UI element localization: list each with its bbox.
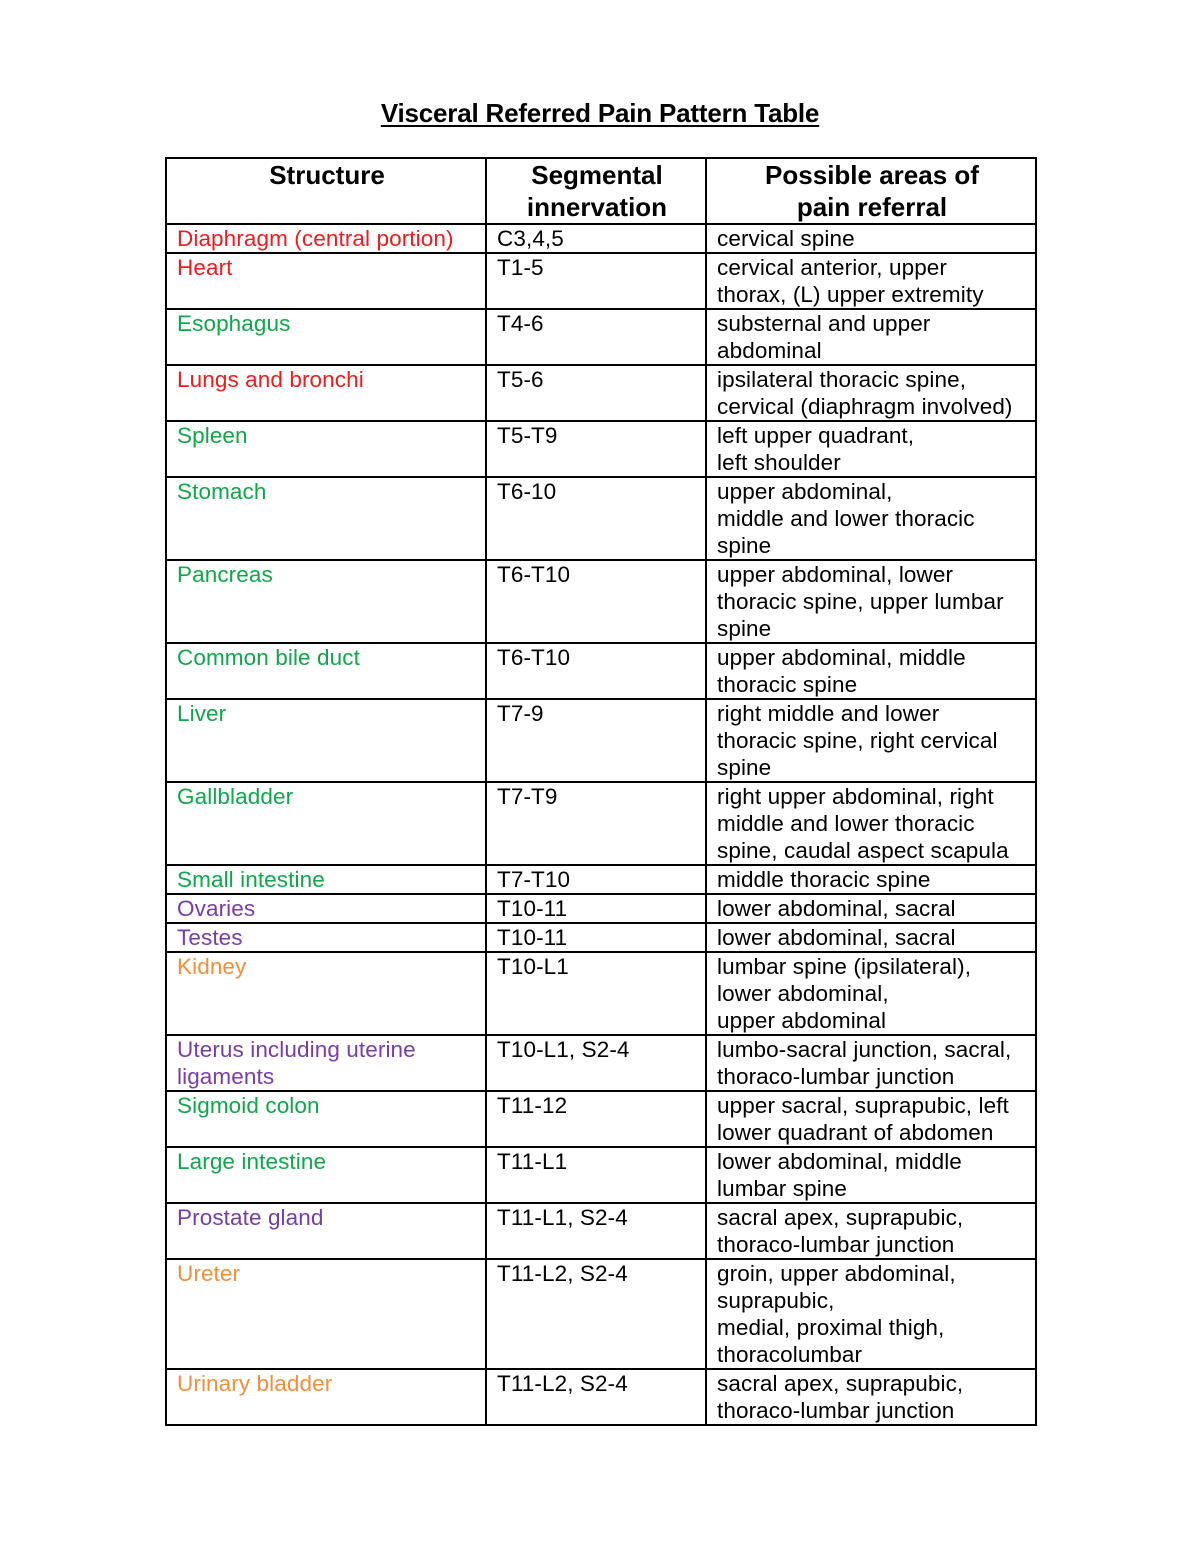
innervation-text: T1-5 [497, 255, 544, 280]
innervation-text: T11-L1 [497, 1149, 568, 1174]
referral-text: lower quadrant of abdomen [717, 1120, 994, 1145]
referral-text: suprapubic, [717, 1288, 835, 1313]
innervation-text: T5-6 [497, 367, 544, 392]
cell-innervation [486, 224, 706, 253]
referral-text: medial, proximal thigh, [717, 1315, 945, 1340]
structure-text: Common bile duct [177, 645, 360, 670]
referral-text: thoraco-lumbar junction [717, 1398, 955, 1423]
table-row [166, 1035, 1036, 1091]
referral-text: thoraco-lumbar junction [717, 1064, 955, 1089]
cell-pain-referral [706, 894, 1036, 923]
cell-structure [166, 560, 486, 643]
table-row [166, 1203, 1036, 1259]
cell-pain-referral [706, 224, 1036, 253]
structure-text: Spleen [177, 423, 248, 448]
cell-pain-referral [706, 1147, 1036, 1203]
cell-innervation [486, 865, 706, 894]
table-row [166, 782, 1036, 865]
innervation-text: T11-L1, S2-4 [497, 1205, 628, 1230]
cell-structure [166, 477, 486, 560]
referral-text: right middle and lower [717, 701, 940, 726]
cell-innervation [486, 560, 706, 643]
innervation-text: T7-9 [497, 701, 544, 726]
referral-text: lower abdominal, [717, 981, 889, 1006]
referral-text: thoracic spine, right cervical [717, 728, 998, 753]
innervation-text: T7-T10 [497, 867, 571, 892]
cell-innervation [486, 365, 706, 421]
cell-innervation [486, 1369, 706, 1425]
referral-text: spine [717, 533, 772, 558]
innervation-text: T10-11 [497, 925, 568, 950]
structure-text: ligaments [177, 1064, 275, 1089]
table-row [166, 477, 1036, 560]
cell-pain-referral [706, 253, 1036, 309]
structure-text: Small intestine [177, 867, 325, 892]
innervation-text: T11-L2, S2-4 [497, 1261, 628, 1286]
cell-structure [166, 253, 486, 309]
innervation-text: T4-6 [497, 311, 544, 336]
referral-text: lower abdominal, sacral [717, 925, 956, 950]
innervation-text: T11-12 [497, 1093, 568, 1118]
cell-structure [166, 865, 486, 894]
cell-structure [166, 1259, 486, 1369]
cell-innervation [486, 1203, 706, 1259]
structure-text: Diaphragm (central portion) [177, 226, 454, 251]
innervation-text: T10-L1, S2-4 [497, 1037, 630, 1062]
cell-structure [166, 923, 486, 952]
cell-innervation [486, 1259, 706, 1369]
cell-structure [166, 224, 486, 253]
table-row [166, 865, 1036, 894]
table-row [166, 365, 1036, 421]
cell-innervation [486, 1091, 706, 1147]
structure-text: Testes [177, 925, 243, 950]
innervation-text: T7-T9 [497, 784, 558, 809]
cell-pain-referral [706, 1369, 1036, 1425]
referral-text: thoraco-lumbar junction [717, 1232, 955, 1257]
structure-text: Prostate gland [177, 1205, 324, 1230]
table-row [166, 894, 1036, 923]
referral-text: lower abdominal, sacral [717, 896, 956, 921]
table-row [166, 560, 1036, 643]
innervation-text: T6-T10 [497, 645, 571, 670]
referral-text: cervical anterior, upper [717, 255, 948, 280]
cell-structure [166, 643, 486, 699]
structure-text: Kidney [177, 954, 247, 979]
cell-innervation [486, 699, 706, 782]
referral-text: lower abdominal, middle [717, 1149, 962, 1174]
structure-text: Esophagus [177, 311, 291, 336]
cell-pain-referral [706, 1203, 1036, 1259]
table-row [166, 224, 1036, 253]
referral-text: left shoulder [717, 450, 841, 475]
cell-innervation [486, 253, 706, 309]
header-structure: Structure [166, 158, 486, 224]
cell-innervation [486, 1147, 706, 1203]
referral-text: upper abdominal [717, 1008, 887, 1033]
referral-text: spine [717, 616, 772, 641]
referral-text: lumbar spine [717, 1176, 848, 1201]
cell-structure [166, 1203, 486, 1259]
cell-innervation [486, 923, 706, 952]
referral-text: spine [717, 755, 772, 780]
cell-innervation [486, 421, 706, 477]
table-row [166, 923, 1036, 952]
cell-structure [166, 952, 486, 1035]
referral-text: left upper quadrant, [717, 423, 915, 448]
structure-text: Stomach [177, 479, 267, 504]
cell-pain-referral [706, 477, 1036, 560]
referral-text: middle and lower thoracic [717, 811, 975, 836]
innervation-text: T10-L1 [497, 954, 569, 979]
structure-text: Lungs and bronchi [177, 367, 364, 392]
structure-text: Gallbladder [177, 784, 294, 809]
cell-structure [166, 421, 486, 477]
referral-text: abdominal [717, 338, 822, 363]
cell-pain-referral [706, 560, 1036, 643]
table-row [166, 643, 1036, 699]
table-row [166, 1259, 1036, 1369]
referral-text: thoracic spine [717, 672, 858, 697]
cell-structure [166, 894, 486, 923]
innervation-text: C3,4,5 [497, 226, 564, 251]
referral-text: spine, caudal aspect scapula [717, 838, 1009, 863]
innervation-text: T5-T9 [497, 423, 558, 448]
table-row [166, 1147, 1036, 1203]
structure-text: Heart [177, 255, 233, 280]
structure-text: Liver [177, 701, 227, 726]
referral-text: upper sacral, suprapubic, left [717, 1093, 1009, 1118]
cell-pain-referral [706, 421, 1036, 477]
cell-pain-referral [706, 643, 1036, 699]
structure-text: Sigmoid colon [177, 1093, 320, 1118]
structure-text: Pancreas [177, 562, 273, 587]
cell-innervation [486, 782, 706, 865]
innervation-text: T10-11 [497, 896, 568, 921]
referral-text: lumbar spine (ipsilateral), [717, 954, 972, 979]
cell-pain-referral [706, 1091, 1036, 1147]
structure-text: Large intestine [177, 1149, 327, 1174]
referral-text: upper abdominal, middle [717, 645, 966, 670]
cell-innervation [486, 894, 706, 923]
cell-innervation [486, 477, 706, 560]
cell-innervation [486, 952, 706, 1035]
cell-structure [166, 309, 486, 365]
referral-text: ipsilateral thoracic spine, [717, 367, 967, 392]
table-row [166, 1369, 1036, 1425]
cell-innervation [486, 309, 706, 365]
cell-pain-referral [706, 1259, 1036, 1369]
referral-text: upper abdominal, lower [717, 562, 954, 587]
cell-pain-referral [706, 1035, 1036, 1091]
cell-pain-referral [706, 952, 1036, 1035]
referral-text: upper abdominal, [717, 479, 893, 504]
cell-pain-referral [706, 865, 1036, 894]
cell-structure [166, 1091, 486, 1147]
table-row [166, 309, 1036, 365]
referral-text: sacral apex, suprapubic, [717, 1205, 964, 1230]
innervation-text: T11-L2, S2-4 [497, 1371, 628, 1396]
header-pain-referral: Possible areas of pain referral [706, 158, 1036, 224]
referral-text: cervical spine [717, 226, 855, 251]
cell-structure [166, 782, 486, 865]
structure-text: Ovaries [177, 896, 256, 921]
referral-text: middle thoracic spine [717, 867, 931, 892]
table-row [166, 699, 1036, 782]
referred-pain-table [165, 157, 1037, 1426]
cell-pain-referral [706, 309, 1036, 365]
cell-innervation [486, 1035, 706, 1091]
referral-text: substernal and upper [717, 311, 931, 336]
cell-structure [166, 699, 486, 782]
cell-pain-referral [706, 365, 1036, 421]
referral-text: thorax, (L) upper extremity [717, 282, 984, 307]
cell-pain-referral [706, 782, 1036, 865]
page-title: Visceral Referred Pain Pattern Table [380, 98, 820, 128]
header-segmental-innervation: Segmental innervation [486, 158, 706, 224]
referral-text: thoracolumbar [717, 1342, 863, 1367]
structure-text: Uterus including uterine [177, 1037, 416, 1062]
cell-pain-referral [706, 699, 1036, 782]
cell-structure [166, 1369, 486, 1425]
structure-text: Urinary bladder [177, 1371, 333, 1396]
innervation-text: T6-10 [497, 479, 557, 504]
cell-structure [166, 1035, 486, 1091]
table-row [166, 421, 1036, 477]
referral-text: sacral apex, suprapubic, [717, 1371, 964, 1396]
table-row [166, 952, 1036, 1035]
referral-text: middle and lower thoracic [717, 506, 975, 531]
cell-pain-referral [706, 923, 1036, 952]
referral-text: lumbo-sacral junction, sacral, [717, 1037, 1012, 1062]
cell-structure [166, 365, 486, 421]
cell-structure [166, 1147, 486, 1203]
referral-text: right upper abdominal, right [717, 784, 994, 809]
table-header-row [166, 158, 1036, 224]
structure-text: Ureter [177, 1261, 241, 1286]
referral-text: groin, upper abdominal, [717, 1261, 956, 1286]
table-row [166, 1091, 1036, 1147]
referral-text: thoracic spine, upper lumbar [717, 589, 1004, 614]
innervation-text: T6-T10 [497, 562, 571, 587]
table-body [166, 224, 1036, 1425]
referral-text: cervical (diaphragm involved) [717, 394, 1013, 419]
table-row [166, 253, 1036, 309]
cell-innervation [486, 643, 706, 699]
